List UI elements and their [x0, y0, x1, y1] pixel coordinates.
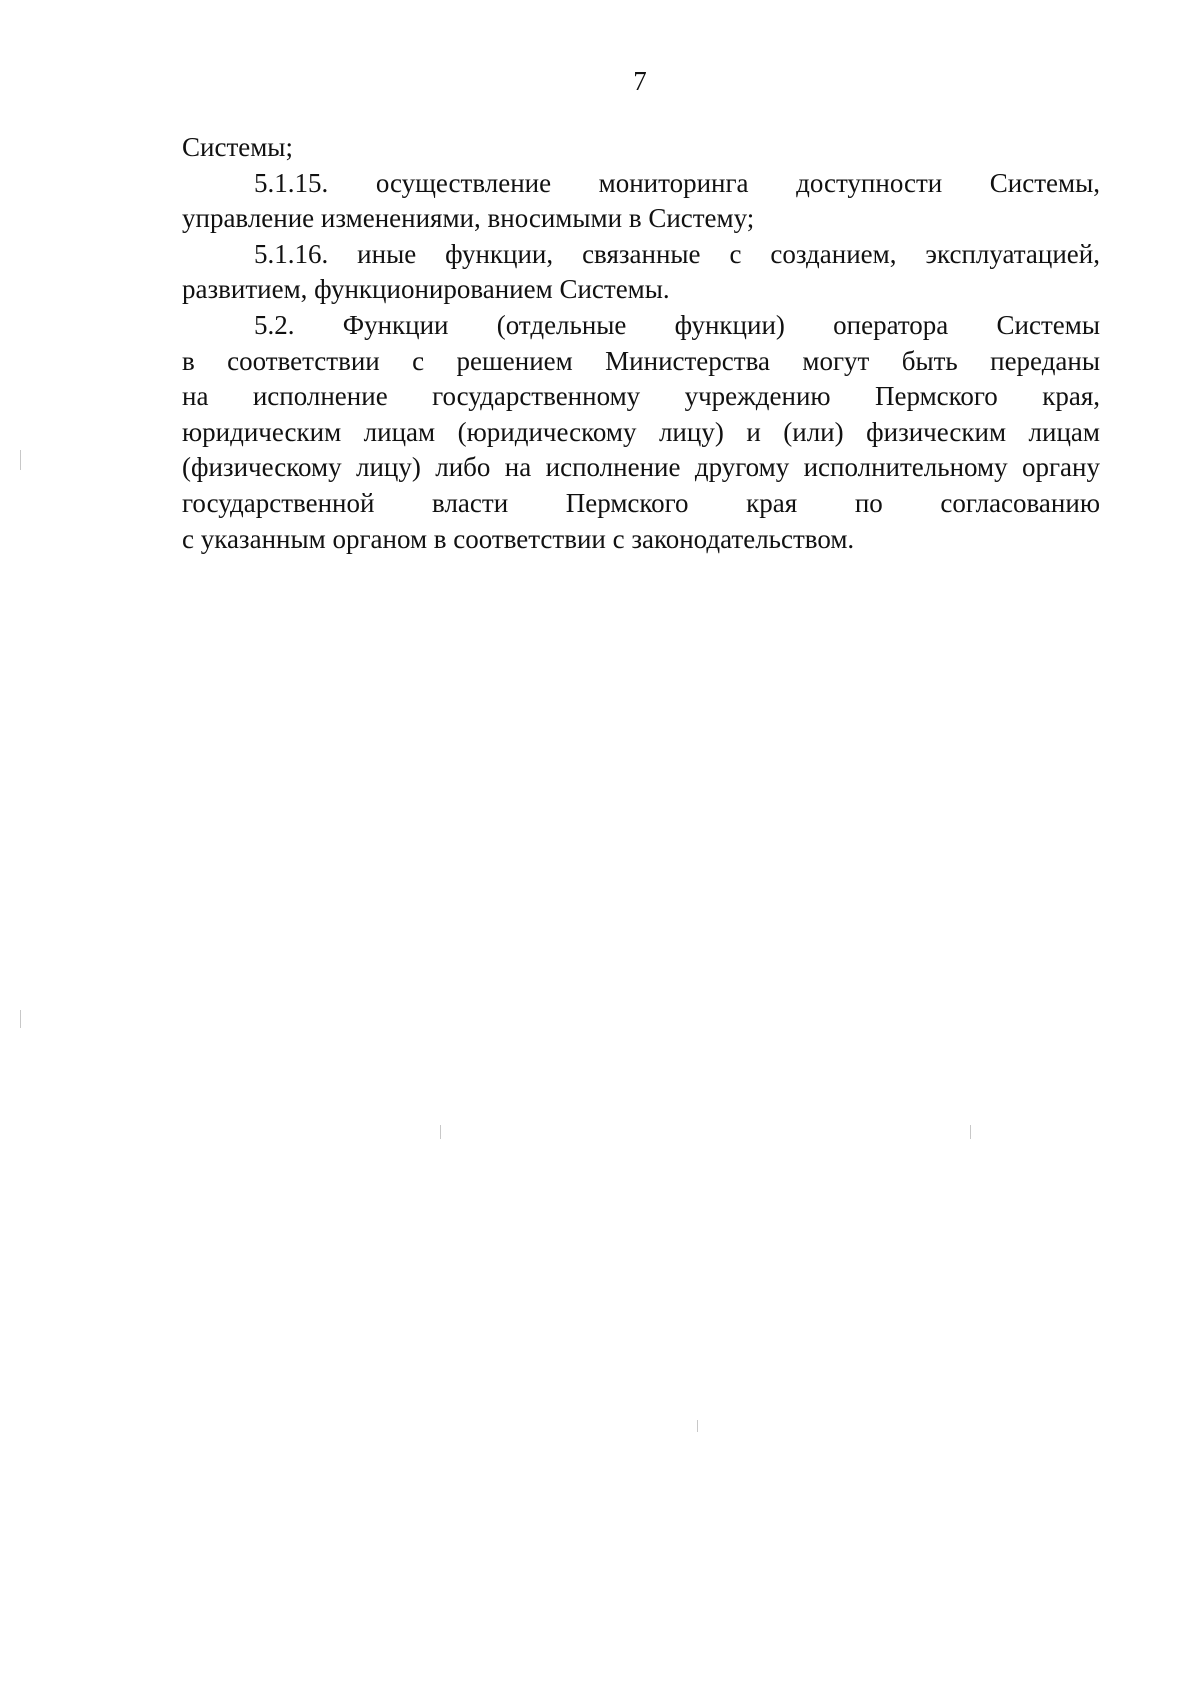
scan-speck — [697, 1420, 698, 1432]
text-line: 5.1.15. осуществление мониторинга доступности Системы, — [254, 167, 1100, 198]
text-line: на исполнение государственному учреждению Пермского края, — [182, 381, 1100, 412]
text-line: управление изменениями, вносимыми в Систему; — [182, 203, 755, 234]
text-line: (физическому лицу) либо на исполнение другому исполнительному органу — [182, 452, 1100, 483]
text-line: государственной власти Пермского края по согласованию — [182, 487, 1100, 518]
text-line: юридическим лицам (юридическому лицу) и (или) физическим лицам — [182, 416, 1100, 447]
text-line: 5.1.16. иные функции, связанные с созданием, эксплуатацией, — [254, 238, 1100, 269]
page-number: 7 — [633, 66, 647, 96]
scan-speck — [440, 1125, 441, 1139]
text-line: Системы; — [182, 132, 293, 162]
text-line: развитием, функционированием Системы. — [182, 274, 670, 305]
scan-speck — [20, 450, 21, 470]
scan-speck — [970, 1125, 971, 1139]
text-line: в соответствии с решением Министерства могут быть переданы — [182, 345, 1100, 376]
text-line: 5.2. Функции (отдельные функции) оператора Системы — [254, 309, 1100, 340]
text-line: с указанным органом в соответствии с законодательством. — [182, 523, 855, 554]
document-body — [182, 130, 1100, 557]
scan-speck — [20, 1010, 21, 1028]
